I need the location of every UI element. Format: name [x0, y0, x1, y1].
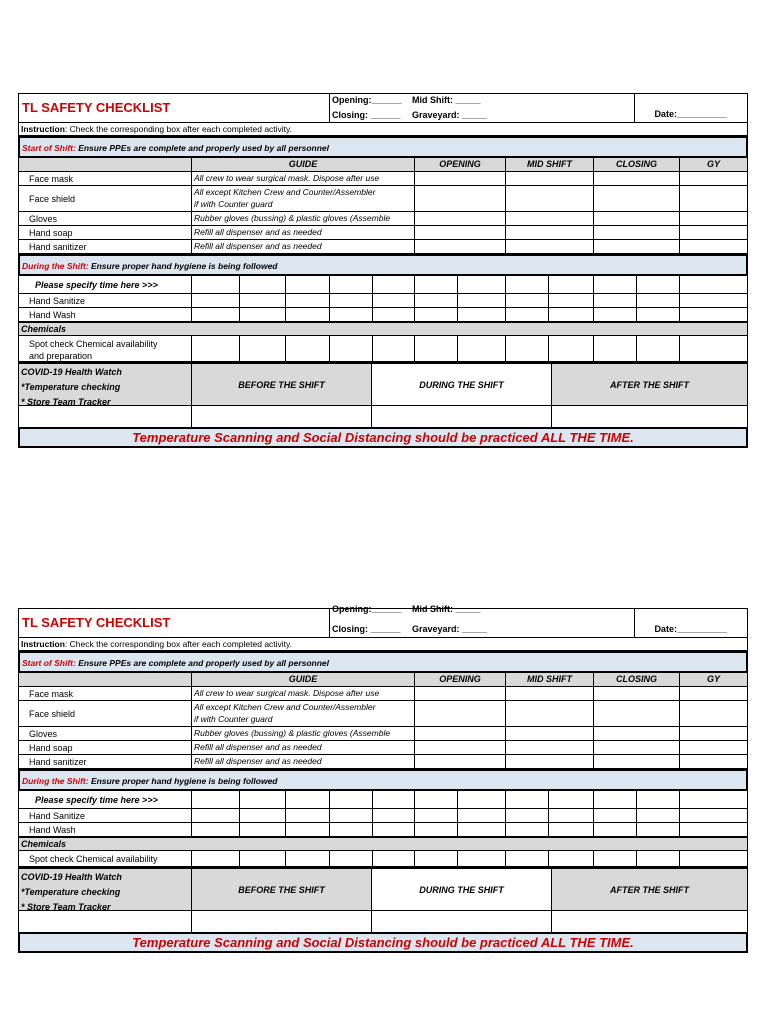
check-closing[interactable] — [593, 212, 679, 225]
opening-field[interactable]: Opening:______ — [332, 95, 402, 105]
ppe-guide: Rubber gloves (bussing) & plastic gloves (Assemble — [191, 212, 414, 225]
time-row — [18, 276, 748, 294]
check-slot[interactable] — [285, 308, 329, 321]
check-slot[interactable] — [239, 308, 285, 321]
hygiene-row-wash — [18, 308, 748, 322]
check-slot[interactable] — [636, 809, 679, 822]
time-slot[interactable] — [329, 791, 372, 808]
check-slot[interactable] — [548, 809, 593, 822]
check-slot[interactable] — [505, 851, 548, 866]
instruction-label: Instruction — [21, 124, 65, 134]
check-opening[interactable] — [414, 741, 505, 754]
time-slot[interactable] — [636, 791, 679, 808]
check-slot[interactable] — [505, 308, 548, 321]
time-slot[interactable] — [636, 276, 679, 293]
check-mid[interactable] — [505, 240, 593, 253]
hygiene-row-wash — [18, 823, 748, 837]
col-opening: OPENING — [414, 673, 505, 686]
check-gy[interactable] — [679, 186, 747, 211]
check-slot[interactable] — [548, 294, 593, 307]
covid-tracker: * Store Team Tracker — [21, 397, 111, 407]
start-shift-band — [18, 136, 748, 158]
check-slot[interactable] — [457, 823, 505, 836]
time-slot[interactable] — [191, 276, 239, 293]
col-guide: GUIDE — [191, 158, 414, 171]
footer-banner: Temperature Scanning and Social Distancing should be practiced ALL THE TIME. — [18, 428, 748, 448]
time-slot[interactable] — [505, 791, 548, 808]
check-closing[interactable] — [593, 186, 679, 211]
check-slot[interactable] — [414, 809, 457, 822]
check-slot[interactable] — [457, 809, 505, 822]
opening-field[interactable]: Opening:______ — [332, 604, 402, 614]
time-slot[interactable] — [679, 791, 747, 808]
covid-label — [21, 365, 122, 410]
check-slot[interactable] — [414, 823, 457, 836]
time-slot[interactable] — [372, 791, 414, 808]
start-shift-label: Start of Shift: — [22, 143, 76, 153]
check-slot[interactable] — [191, 809, 239, 822]
mid-shift-field[interactable]: Mid Shift: _____ — [412, 604, 481, 614]
check-slot[interactable] — [285, 294, 329, 307]
check-slot[interactable] — [679, 294, 747, 307]
ppe-label: Hand soap — [29, 228, 73, 238]
check-slot[interactable] — [679, 336, 747, 361]
check-slot[interactable] — [329, 336, 372, 361]
ppe-guide: Refill all dispenser and as needed — [191, 755, 414, 768]
check-slot[interactable] — [636, 336, 679, 361]
time-slot[interactable] — [457, 276, 505, 293]
column-header-row — [18, 158, 748, 172]
ppe-guide: Refill all dispenser and as needed — [191, 741, 414, 754]
time-slot[interactable] — [239, 276, 285, 293]
time-slot[interactable] — [285, 791, 329, 808]
covid-temp: *Temperature checking — [21, 887, 121, 897]
check-closing[interactable] — [593, 727, 679, 740]
ppe-label: Face shield — [29, 709, 76, 719]
check-mid[interactable] — [505, 186, 593, 211]
time-slot[interactable] — [329, 276, 372, 293]
check-slot[interactable] — [457, 294, 505, 307]
ppe-guide-line2: if with Counter guard — [194, 199, 273, 209]
header-row — [18, 93, 748, 123]
time-slot[interactable] — [372, 276, 414, 293]
check-gy[interactable] — [679, 755, 747, 768]
chemical-row — [18, 851, 748, 867]
time-slot[interactable] — [548, 791, 593, 808]
check-mid[interactable] — [505, 755, 593, 768]
hygiene-label: Hand Sanitize — [29, 811, 86, 821]
during-shift-col: DURING THE SHIFT — [371, 364, 551, 405]
check-slot[interactable] — [593, 823, 636, 836]
hygiene-label: Hand Sanitize — [29, 296, 86, 306]
time-slot[interactable] — [457, 791, 505, 808]
check-slot[interactable] — [239, 823, 285, 836]
instruction-text: : Check the corresponding box after each completed activity. — [64, 124, 293, 134]
ppe-row-gloves — [18, 212, 748, 226]
check-slot[interactable] — [414, 336, 457, 361]
during-shift-band — [18, 254, 748, 276]
during-shift-text: Ensure proper hand hygiene is being followed — [88, 261, 278, 271]
column-header-row — [18, 673, 748, 687]
time-slot[interactable] — [593, 791, 636, 808]
check-closing[interactable] — [593, 741, 679, 754]
check-slot[interactable] — [329, 294, 372, 307]
check-slot[interactable] — [239, 294, 285, 307]
chemical-label-line2: and preparation — [29, 351, 93, 361]
ppe-guide: Refill all dispenser and as needed — [191, 226, 414, 239]
check-closing[interactable] — [593, 701, 679, 726]
check-mid[interactable] — [505, 212, 593, 225]
check-closing[interactable] — [593, 226, 679, 239]
time-slot[interactable] — [679, 276, 747, 293]
checklist-title: TL SAFETY CHECKLIST — [22, 100, 171, 115]
check-gy[interactable] — [679, 212, 747, 225]
ppe-label: Gloves — [29, 214, 58, 224]
chemicals-header: Chemicals — [18, 837, 748, 851]
check-opening[interactable] — [414, 240, 505, 253]
check-slot[interactable] — [414, 308, 457, 321]
check-slot[interactable] — [285, 851, 329, 866]
check-opening[interactable] — [414, 212, 505, 225]
check-slot[interactable] — [548, 336, 593, 361]
ppe-row-face-shield — [18, 701, 748, 727]
check-slot[interactable] — [593, 336, 636, 361]
col-gy: GY — [679, 673, 747, 686]
instruction-row — [18, 638, 748, 651]
start-shift-band — [18, 651, 748, 673]
time-slot[interactable] — [548, 276, 593, 293]
graveyard-field[interactable]: Graveyard: _____ — [412, 110, 488, 120]
time-prompt: Please specify time here >>> — [35, 280, 158, 290]
chemical-label-line1: Spot check Chemical availability — [29, 339, 158, 349]
ppe-guide-line2: if with Counter guard — [194, 714, 273, 724]
check-slot[interactable] — [191, 308, 239, 321]
ppe-row-hand-sanitizer — [18, 755, 748, 769]
check-slot[interactable] — [636, 851, 679, 866]
ppe-guide — [191, 186, 414, 211]
check-gy[interactable] — [679, 226, 747, 239]
time-slot[interactable] — [239, 791, 285, 808]
ppe-row-hand-soap — [18, 226, 748, 240]
covid-temp: *Temperature checking — [21, 382, 121, 392]
col-mid: MID SHIFT — [505, 158, 593, 171]
ppe-row-hand-soap — [18, 741, 748, 755]
check-slot[interactable] — [329, 851, 372, 866]
before-shift-entry[interactable] — [191, 911, 371, 932]
ppe-row-face-mask — [18, 172, 748, 186]
checklist-title: TL SAFETY CHECKLIST — [22, 615, 171, 630]
check-opening[interactable] — [414, 226, 505, 239]
instruction-text: : Check the corresponding box after each completed activity. — [64, 639, 293, 649]
shift-fields — [329, 604, 635, 638]
during-shift-label: During the Shift: — [22, 261, 89, 271]
hygiene-label: Hand Wash — [29, 825, 76, 835]
covid-entry-row — [18, 406, 748, 428]
check-opening[interactable] — [414, 172, 505, 185]
covid-tracker: * Store Team Tracker — [21, 902, 111, 912]
check-slot[interactable] — [285, 809, 329, 822]
covid-title: COVID-19 Health Watch — [21, 367, 122, 377]
check-slot[interactable] — [372, 308, 414, 321]
ppe-guide — [191, 701, 414, 726]
ppe-label: Face mask — [29, 689, 74, 699]
check-slot[interactable] — [548, 823, 593, 836]
check-slot[interactable] — [548, 308, 593, 321]
check-opening[interactable] — [414, 701, 505, 726]
check-slot[interactable] — [636, 294, 679, 307]
check-opening[interactable] — [414, 687, 505, 700]
ppe-label: Face shield — [29, 194, 76, 204]
ppe-guide: Refill all dispenser and as needed — [191, 240, 414, 253]
col-closing: CLOSING — [593, 158, 679, 171]
check-slot[interactable] — [457, 308, 505, 321]
check-slot[interactable] — [593, 308, 636, 321]
after-shift-col: AFTER THE SHIFT — [551, 364, 747, 405]
hygiene-label: Hand Wash — [29, 310, 76, 320]
check-slot[interactable] — [372, 809, 414, 822]
mid-shift-field[interactable]: Mid Shift: _____ — [412, 95, 481, 105]
check-slot[interactable] — [191, 851, 239, 866]
ppe-label: Hand sanitizer — [29, 757, 87, 767]
check-gy[interactable] — [679, 172, 747, 185]
during-shift-text: Ensure proper hand hygiene is being followed — [88, 776, 278, 786]
graveyard-field[interactable]: Graveyard: _____ — [412, 624, 488, 634]
time-slot[interactable] — [285, 276, 329, 293]
chemical-row — [18, 336, 748, 362]
chemicals-header: Chemicals — [18, 322, 748, 336]
ppe-row-gloves — [18, 727, 748, 741]
check-slot[interactable] — [191, 336, 239, 361]
date-field[interactable]: Date:__________ — [654, 109, 727, 119]
start-shift-text: Ensure PPEs are complete and properly used by all personnel — [75, 143, 330, 153]
ppe-label: Hand soap — [29, 743, 73, 753]
check-slot[interactable] — [593, 851, 636, 866]
time-slot[interactable] — [191, 791, 239, 808]
ppe-guide: All crew to wear surgical mask. Dispose after use — [191, 687, 414, 700]
closing-field[interactable]: Closing: ______ — [332, 110, 401, 120]
during-shift-entry[interactable] — [371, 406, 551, 427]
after-shift-entry[interactable] — [551, 406, 747, 427]
check-slot[interactable] — [414, 851, 457, 866]
check-slot[interactable] — [372, 851, 414, 866]
time-slot[interactable] — [414, 791, 457, 808]
start-shift-text: Ensure PPEs are complete and properly used by all personnel — [75, 658, 330, 668]
during-shift-col: DURING THE SHIFT — [371, 869, 551, 910]
check-slot[interactable] — [636, 308, 679, 321]
during-shift-band — [18, 769, 748, 791]
ppe-guide-line1: All except Kitchen Crew and Counter/Assembler — [194, 702, 376, 712]
check-slot[interactable] — [191, 823, 239, 836]
check-slot[interactable] — [329, 308, 372, 321]
col-guide: GUIDE — [191, 673, 414, 686]
hygiene-row-sanitize — [18, 809, 748, 823]
ppe-guide: Rubber gloves (bussing) & plastic gloves (Assemble — [191, 727, 414, 740]
instruction-row — [18, 123, 748, 136]
check-mid[interactable] — [505, 172, 593, 185]
checklist-sheet-1 — [18, 93, 748, 448]
check-closing[interactable] — [593, 687, 679, 700]
check-slot[interactable] — [414, 294, 457, 307]
check-slot[interactable] — [679, 308, 747, 321]
col-gy: GY — [679, 158, 747, 171]
during-shift-entry[interactable] — [371, 911, 551, 932]
check-mid[interactable] — [505, 741, 593, 754]
before-shift-col: BEFORE THE SHIFT — [191, 364, 371, 405]
date-field[interactable]: Date:__________ — [654, 624, 727, 634]
check-slot[interactable] — [679, 823, 747, 836]
covid-entry-row — [18, 911, 748, 933]
covid-title: COVID-19 Health Watch — [21, 872, 122, 882]
chemical-label: Spot check Chemical availability — [29, 854, 158, 864]
check-slot[interactable] — [239, 851, 285, 866]
check-slot[interactable] — [372, 294, 414, 307]
during-shift-label: During the Shift: — [22, 776, 89, 786]
check-slot[interactable] — [505, 823, 548, 836]
ppe-label: Gloves — [29, 729, 58, 739]
chemical-label — [29, 338, 189, 362]
check-slot[interactable] — [457, 851, 505, 866]
check-slot[interactable] — [593, 809, 636, 822]
check-opening[interactable] — [414, 755, 505, 768]
ppe-label: Face mask — [29, 174, 74, 184]
hygiene-row-sanitize — [18, 294, 748, 308]
check-closing[interactable] — [593, 240, 679, 253]
after-shift-col: AFTER THE SHIFT — [551, 869, 747, 910]
after-shift-entry[interactable] — [551, 911, 747, 932]
check-slot[interactable] — [505, 336, 548, 361]
check-slot[interactable] — [505, 294, 548, 307]
check-slot[interactable] — [372, 823, 414, 836]
check-slot[interactable] — [457, 336, 505, 361]
time-slot[interactable] — [593, 276, 636, 293]
covid-label — [21, 870, 122, 915]
ppe-guide-line1: All except Kitchen Crew and Counter/Assembler — [194, 187, 376, 197]
time-prompt: Please specify time here >>> — [35, 795, 158, 805]
check-gy[interactable] — [679, 240, 747, 253]
checklist-sheet-2 — [18, 604, 748, 953]
time-slot[interactable] — [505, 276, 548, 293]
shift-fields — [329, 94, 635, 123]
check-slot[interactable] — [329, 809, 372, 822]
before-shift-col: BEFORE THE SHIFT — [191, 869, 371, 910]
check-closing[interactable] — [593, 755, 679, 768]
before-shift-entry[interactable] — [191, 406, 371, 427]
check-opening[interactable] — [414, 727, 505, 740]
check-gy[interactable] — [679, 727, 747, 740]
check-opening[interactable] — [414, 186, 505, 211]
check-slot[interactable] — [285, 823, 329, 836]
check-slot[interactable] — [593, 294, 636, 307]
check-mid[interactable] — [505, 687, 593, 700]
check-slot[interactable] — [548, 851, 593, 866]
ppe-label: Hand sanitizer — [29, 242, 87, 252]
check-slot[interactable] — [636, 823, 679, 836]
covid-header-row — [18, 362, 748, 406]
check-slot[interactable] — [372, 336, 414, 361]
start-shift-label: Start of Shift: — [22, 658, 76, 668]
check-slot[interactable] — [679, 809, 747, 822]
check-mid[interactable] — [505, 727, 593, 740]
check-slot[interactable] — [191, 294, 239, 307]
check-slot[interactable] — [285, 336, 329, 361]
check-slot[interactable] — [239, 336, 285, 361]
ppe-row-face-shield — [18, 186, 748, 212]
check-gy[interactable] — [679, 687, 747, 700]
check-slot[interactable] — [505, 809, 548, 822]
check-closing[interactable] — [593, 172, 679, 185]
col-opening: OPENING — [414, 158, 505, 171]
check-gy[interactable] — [679, 741, 747, 754]
instruction-label: Instruction — [21, 639, 65, 649]
footer-banner: Temperature Scanning and Social Distancing should be practiced ALL THE TIME. — [18, 933, 748, 953]
check-mid[interactable] — [505, 226, 593, 239]
time-slot[interactable] — [414, 276, 457, 293]
covid-header-row — [18, 867, 748, 911]
col-mid: MID SHIFT — [505, 673, 593, 686]
ppe-row-hand-sanitizer — [18, 240, 748, 254]
check-slot[interactable] — [329, 823, 372, 836]
col-closing: CLOSING — [593, 673, 679, 686]
time-row — [18, 791, 748, 809]
ppe-row-face-mask — [18, 687, 748, 701]
closing-field[interactable]: Closing: ______ — [332, 624, 401, 634]
ppe-guide: All crew to wear surgical mask. Dispose after use — [191, 172, 414, 185]
check-gy[interactable] — [679, 701, 747, 726]
header-row — [18, 604, 748, 638]
check-slot[interactable] — [239, 809, 285, 822]
check-mid[interactable] — [505, 701, 593, 726]
check-slot[interactable] — [679, 851, 747, 866]
